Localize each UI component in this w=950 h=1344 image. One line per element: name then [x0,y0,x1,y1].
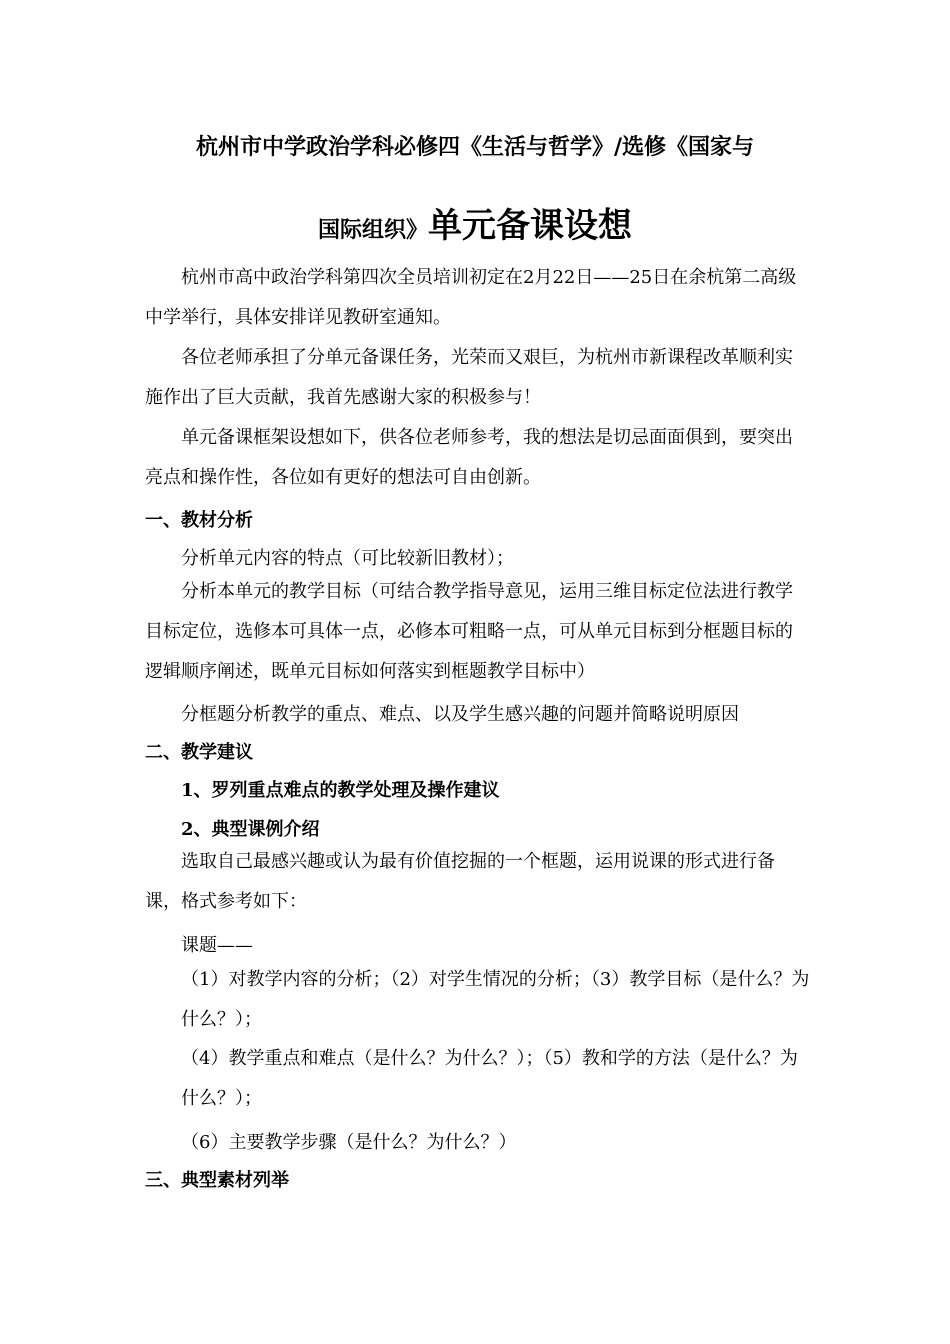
lesson-topic-label: 课题—— [181,935,253,956]
teaching-suggestion-sub-1: 1、罗列重点难点的教学处理及操作建议 [181,780,500,801]
document-title-prefix: 国际组织》 [317,217,428,243]
section-heading-textbook-analysis: 一、教材分析 [145,510,253,531]
teaching-suggestion-sub-2: 2、典型课例介绍 [181,819,320,840]
textbook-analysis-item-2: 分析本单元的教学目标（可结合教学指导意见，运用三维目标定位法进行教学目标定位，选修本可具体一点，必修本可粗略一点，可从单元目标到分框题目标的逻辑顺序阐述，既单元目标如何落实到框题教学目标中） [145,581,793,682]
typical-lesson-intro: 选取自己最感兴趣或认为最有价值挖掘的一个框题，运用说课的形式进行备课，格式参考如下： [145,851,775,912]
lesson-format-line-3: （6）主要教学步骤（是什么？为什么？） [181,1132,517,1153]
section-heading-teaching-suggestions: 二、教学建议 [145,742,253,763]
textbook-analysis-item-1: 分析单元内容的特点（可比较新旧教材）； [181,548,514,569]
document-title-line2 [145,198,805,247]
document-title-main: 单元备课设想 [428,206,632,246]
section-heading-typical-materials: 三、典型素材列举 [145,1170,289,1191]
textbook-analysis-item-3: 分框题分析教学的重点、难点、以及学生感兴趣的问题并简略说明原因 [181,704,739,725]
intro-paragraph-1: 杭州市高中政治学科第四次全员培训初定在2月22日——25日在余杭第二高级中学举行，具体安排详见教研室通知。 [145,267,797,328]
intro-paragraph-2: 各位老师承担了分单元备课任务，光荣而又艰巨，为杭州市新课程改革顺利实施作出了巨大贡献，我首先感谢大家的积极参与！ [145,347,793,408]
document-title-line1: 杭州市中学政治学科必修四《生活与哲学》/选修《国家与 [195,134,755,160]
lesson-format-line-2: （4）教学重点和难点（是什么？为什么？）；（5）教和学的方法（是什么？为什么？）； [181,1048,798,1109]
intro-paragraph-3: 单元备课框架设想如下，供各位老师参考，我的想法是切忌面面俱到，要突出亮点和操作性，各位如有更好的想法可自由创新。 [145,427,793,488]
lesson-format-line-1: （1）对教学内容的分析；（2）对学生情况的分析；（3）教学目标（是什么？为什么？）； [181,969,810,1030]
